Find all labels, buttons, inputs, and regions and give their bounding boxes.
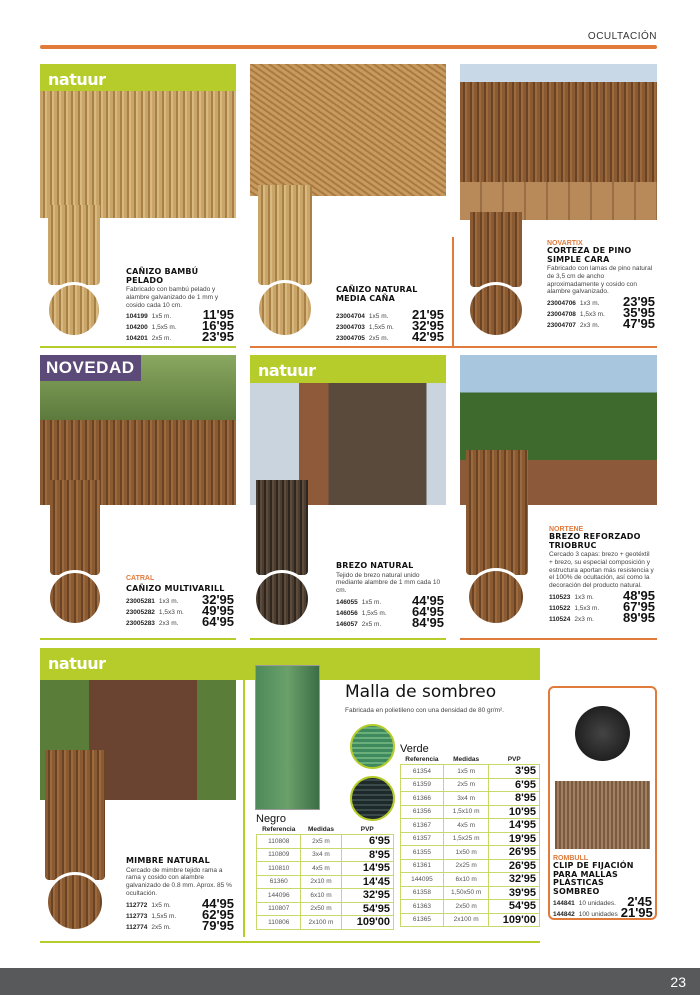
ref-cell: 110809 bbox=[257, 848, 301, 862]
product-mimbre-natural bbox=[126, 857, 234, 931]
size: 1,5x3 m. bbox=[574, 604, 600, 612]
medidas-cell: 6x10 m bbox=[443, 873, 489, 887]
pvp-cell: 32'95 bbox=[341, 889, 393, 903]
ref: 23004704 bbox=[336, 313, 365, 320]
roll-end-image bbox=[256, 280, 314, 338]
price: 84'95 bbox=[411, 614, 444, 630]
malla-title: Malla de sombreo bbox=[345, 682, 497, 702]
price: 47'95 bbox=[622, 316, 655, 332]
ref-cell: 61363 bbox=[401, 900, 444, 914]
pvp-cell: 26'95 bbox=[489, 859, 540, 873]
ref: 23004705 bbox=[336, 335, 365, 342]
ref-cell: 61358 bbox=[401, 886, 444, 900]
roll-image bbox=[48, 205, 100, 285]
natuur-logo: natuur bbox=[40, 648, 540, 680]
ref-cell: 61357 bbox=[401, 832, 444, 846]
ref: 146057 bbox=[336, 620, 358, 628]
medidas-cell: 2x50 m bbox=[301, 902, 341, 916]
ref-cell: 110807 bbox=[257, 902, 301, 916]
clip-mesh-image bbox=[555, 781, 650, 849]
ref-cell: 110810 bbox=[257, 862, 301, 876]
roll-image bbox=[50, 480, 100, 575]
size: 1,5x5 m. bbox=[151, 912, 177, 920]
price: 23'95 bbox=[622, 294, 655, 310]
price: 23'95 bbox=[201, 329, 234, 345]
price: 42'95 bbox=[411, 329, 444, 344]
table-row bbox=[401, 859, 540, 873]
ref-cell: 61366 bbox=[401, 792, 444, 806]
size: 1,5x5 m. bbox=[368, 324, 394, 331]
price: 64'95 bbox=[411, 603, 444, 619]
price: 32'95 bbox=[411, 318, 444, 333]
divider bbox=[460, 638, 657, 640]
table-row bbox=[257, 875, 394, 889]
product-title: BREZO NATURAL bbox=[336, 561, 414, 570]
ref-cell: 61365 bbox=[401, 913, 444, 927]
pvp-cell: 26'95 bbox=[489, 846, 540, 860]
ref-cell: 61355 bbox=[401, 846, 444, 860]
pvp-cell: 19'95 bbox=[489, 832, 540, 846]
pvp-cell: 39'95 bbox=[489, 886, 540, 900]
table-row bbox=[401, 873, 540, 887]
product-title: CLIP DE FIJACIÓN PARA MALLAS PLÁSTICAS SOMBREO bbox=[553, 861, 634, 896]
clip-image bbox=[575, 706, 630, 761]
ref-cell: 61367 bbox=[401, 819, 444, 833]
product-cañizo-multivarill bbox=[126, 575, 234, 627]
size: 2x5 m. bbox=[151, 923, 171, 931]
medidas-cell: 1x5 m bbox=[443, 765, 489, 779]
table-row bbox=[401, 846, 540, 860]
product-cañizo-media-caña bbox=[336, 286, 444, 342]
roll-image bbox=[470, 212, 522, 287]
ref-cell: 61359 bbox=[401, 778, 444, 792]
pvp-cell: 54'95 bbox=[341, 902, 393, 916]
divider bbox=[40, 638, 236, 640]
ref: 110524 bbox=[549, 615, 571, 623]
product-title: CAÑIZO BAMBÚ PELADO bbox=[126, 267, 199, 285]
sky bbox=[460, 64, 657, 82]
verde-table-block bbox=[400, 743, 540, 927]
table-row bbox=[257, 835, 394, 849]
pvp-cell: 109'00 bbox=[341, 916, 393, 930]
price: 16'95 bbox=[201, 318, 234, 334]
product-image bbox=[250, 64, 446, 196]
pvp-cell: 10'95 bbox=[489, 805, 540, 819]
col-medidas: Medidas bbox=[307, 826, 334, 833]
size: 1x3 m. bbox=[158, 597, 179, 605]
product-title: CORTEZA DE PINO SIMPLE CARA bbox=[547, 246, 632, 264]
price: 48'95 bbox=[622, 587, 655, 603]
medidas-cell: 2x25 m bbox=[443, 859, 489, 873]
price: 62'95 bbox=[201, 906, 234, 922]
size: 10 unidades. bbox=[578, 900, 616, 907]
price: 32'95 bbox=[201, 591, 234, 607]
section-title: OCULTACIÓN bbox=[587, 31, 657, 42]
table-row bbox=[257, 902, 394, 916]
pvp-cell: 8'95 bbox=[489, 792, 540, 806]
col-medidas: Medidas bbox=[453, 756, 480, 763]
table-row bbox=[401, 805, 540, 819]
negro-label: Negro bbox=[256, 813, 286, 825]
price: 21'95 bbox=[620, 905, 653, 920]
divider bbox=[452, 237, 454, 347]
col-pvp: PVP bbox=[507, 756, 521, 763]
size: 1x5 m. bbox=[151, 901, 171, 909]
size: 2x5 m. bbox=[361, 620, 382, 628]
medidas-cell: 1,5x10 m bbox=[443, 805, 489, 819]
size: 1x5 m. bbox=[361, 598, 382, 606]
product-title: BREZO REFORZADO TRIOBRUC bbox=[549, 532, 641, 550]
roll-image bbox=[45, 750, 105, 880]
price: 35'95 bbox=[622, 305, 655, 321]
ref: 104199 bbox=[126, 313, 148, 321]
ref-cell: 144096 bbox=[257, 889, 301, 903]
ref: 144842 bbox=[553, 911, 575, 918]
malla-product-image bbox=[255, 665, 320, 810]
footer-bar bbox=[0, 968, 700, 995]
pvp-cell: 32'95 bbox=[489, 873, 540, 887]
roll-end-image bbox=[466, 568, 526, 626]
product-desc: Fabricado con lamas de pino natural de 3,5 cm de ancho aproximadamente y cosido con alambre galvanizado. bbox=[547, 265, 653, 296]
size: 100 unidades bbox=[578, 911, 618, 918]
size: 1,5x5 m. bbox=[361, 609, 387, 617]
roll-end-image bbox=[45, 872, 105, 932]
medidas-cell: 6x10 m bbox=[301, 889, 341, 903]
medidas-cell: 1x50 m bbox=[443, 846, 489, 860]
pvp-cell: 14'45 bbox=[341, 875, 393, 889]
roll-image bbox=[466, 450, 528, 575]
ref: 23004703 bbox=[336, 324, 365, 331]
roll-end-image bbox=[46, 282, 102, 338]
price-list bbox=[126, 307, 234, 345]
table-row bbox=[401, 778, 540, 792]
table-row bbox=[401, 913, 540, 927]
ref: 110523 bbox=[549, 593, 571, 601]
ref: 112773 bbox=[126, 912, 148, 920]
roll-end-image bbox=[47, 570, 103, 626]
size: 2x3 m. bbox=[574, 615, 594, 623]
medidas-cell: 2x5 m bbox=[301, 835, 341, 849]
col-ref: Referencia bbox=[262, 826, 296, 833]
size: 2x3 m. bbox=[579, 322, 600, 330]
price: 79'95 bbox=[201, 917, 234, 933]
page-number: 23 bbox=[670, 974, 686, 990]
natuur-logo: natuur bbox=[40, 64, 236, 91]
product-title: CAÑIZO MULTIVARILL bbox=[126, 584, 225, 593]
size: 1x3 m. bbox=[579, 300, 600, 308]
size: 1,5x3 m. bbox=[579, 311, 605, 319]
price: 64'95 bbox=[201, 613, 234, 629]
divider bbox=[243, 665, 245, 937]
table-row bbox=[401, 900, 540, 914]
medidas-cell: 1,50x50 m bbox=[443, 886, 489, 900]
price: 49'95 bbox=[201, 602, 234, 618]
verde-label: Verde bbox=[400, 743, 429, 755]
size: 1,5x5 m. bbox=[151, 324, 177, 332]
verde-table bbox=[400, 755, 540, 927]
medidas-cell: 2x100 m bbox=[443, 913, 489, 927]
price: 21'95 bbox=[411, 307, 444, 322]
ref-cell: 110806 bbox=[257, 916, 301, 930]
natuur-logo: natuur bbox=[250, 355, 446, 383]
ref: 23004706 bbox=[547, 300, 576, 308]
ref: 112774 bbox=[126, 923, 148, 931]
size: 1x3 m. bbox=[574, 593, 594, 601]
roll-image bbox=[256, 480, 308, 575]
product-cañizo-bambu bbox=[126, 267, 234, 345]
pvp-cell: 109'00 bbox=[489, 913, 540, 927]
table-row bbox=[401, 819, 540, 833]
size: 2x3 m. bbox=[158, 619, 179, 627]
table-row bbox=[401, 832, 540, 846]
product-brezo-reforzado bbox=[549, 526, 655, 623]
col-ref: Referencia bbox=[405, 756, 439, 763]
medidas-cell: 4x5 m bbox=[443, 819, 489, 833]
medidas-cell: 2x100 m bbox=[301, 916, 341, 930]
pvp-cell: 8'95 bbox=[341, 848, 393, 862]
pvp-cell: 54'95 bbox=[489, 900, 540, 914]
ref: 104200 bbox=[126, 324, 148, 332]
product-desc: Fabricado con bambú pelado y alambre galvanizado de 1 mm y cosido cada 10 cm. bbox=[126, 286, 219, 309]
clip-card bbox=[548, 686, 657, 920]
ref: 23004708 bbox=[547, 311, 576, 319]
table-row bbox=[257, 862, 394, 876]
divider bbox=[40, 346, 236, 348]
ref-cell: 110808 bbox=[257, 835, 301, 849]
size: 2x5 m. bbox=[368, 335, 389, 342]
ref: 23005281 bbox=[126, 597, 155, 605]
product-image bbox=[40, 91, 236, 218]
product-brezo-natural bbox=[336, 562, 444, 628]
ref-cell: 61360 bbox=[257, 875, 301, 889]
price: 44'95 bbox=[411, 592, 444, 608]
size: 1x5 m. bbox=[368, 313, 389, 320]
table-row bbox=[257, 848, 394, 862]
pvp-cell: 3'95 bbox=[489, 765, 540, 779]
product-corteza-pino bbox=[547, 240, 655, 332]
ref: 146056 bbox=[336, 609, 358, 617]
size: 1x5 m. bbox=[151, 313, 172, 321]
ref-cell: 61354 bbox=[401, 765, 444, 779]
product-title: MIMBRE NATURAL bbox=[126, 856, 210, 865]
product-title: CAÑIZO NATURAL MEDIA CAÑA bbox=[336, 285, 418, 303]
table-row bbox=[401, 886, 540, 900]
product-desc: Cercado de mimbre tejido rama a rama y cosido con alambre galvanizado de 0.8 mm. Aprox. 85 % ocultación. bbox=[126, 866, 232, 897]
ref: 23004707 bbox=[547, 322, 576, 330]
malla-desc: Fabricada en polietileno con una densidad de 80 gr/m². bbox=[345, 707, 504, 714]
novedad-badge: NOVEDAD bbox=[40, 355, 141, 381]
col-pvp: PVP bbox=[360, 826, 374, 833]
brand: ROMBULL bbox=[553, 855, 588, 862]
negro-table-block bbox=[256, 813, 394, 930]
pvp-cell: 6'95 bbox=[341, 835, 393, 849]
table-row bbox=[401, 792, 540, 806]
table-row bbox=[401, 765, 540, 779]
ref: 104201 bbox=[126, 335, 148, 343]
ref: 144841 bbox=[553, 900, 575, 907]
size: 2x5 m. bbox=[151, 335, 172, 343]
roll-end-image bbox=[253, 570, 311, 628]
price: 2'45 bbox=[627, 894, 652, 909]
ref: 23005283 bbox=[126, 619, 155, 627]
medidas-cell: 2x50 m bbox=[443, 900, 489, 914]
divider bbox=[250, 638, 446, 640]
divider bbox=[40, 941, 540, 943]
brand: CATRAL bbox=[126, 575, 155, 582]
ref: 23005282 bbox=[126, 608, 155, 616]
table-row bbox=[257, 889, 394, 903]
price: 89'95 bbox=[622, 609, 655, 625]
medidas-cell: 2x10 m bbox=[301, 875, 341, 889]
pvp-cell: 14'95 bbox=[341, 862, 393, 876]
price: 11'95 bbox=[202, 307, 234, 323]
verde-swatch bbox=[350, 724, 395, 769]
medidas-cell: 2x5 m bbox=[443, 778, 489, 792]
header-rule bbox=[40, 45, 657, 49]
ref-cell: 61361 bbox=[401, 859, 444, 873]
brand: NORTENE bbox=[549, 526, 584, 533]
medidas-cell: 3x4 m bbox=[443, 792, 489, 806]
ref-cell: 61356 bbox=[401, 805, 444, 819]
brand: NOVARTIX bbox=[547, 240, 583, 247]
ref: 110522 bbox=[549, 604, 571, 612]
ref: 112772 bbox=[126, 901, 148, 909]
divider bbox=[250, 346, 657, 348]
size: 1,5x3 m. bbox=[158, 608, 184, 616]
product-desc: Cercado 3 capas: brezo + geotéxtil + brezo, su especial composición y estructura aportan más resistencia y el 100% de ocultación, así como la decoración del producto natural. bbox=[549, 551, 654, 590]
price: 67'95 bbox=[622, 598, 655, 614]
price: 44'95 bbox=[201, 895, 234, 911]
table-row bbox=[257, 916, 394, 930]
roll-end-image bbox=[467, 282, 525, 338]
product-image bbox=[460, 82, 657, 182]
medidas-cell: 3x4 m bbox=[301, 848, 341, 862]
product-desc: Tejido de brezo natural unido mediante alambre de 1 mm cada 10 cm. bbox=[336, 571, 441, 595]
negro-table bbox=[256, 825, 394, 930]
roll-image bbox=[258, 185, 312, 285]
ref-cell: 144095 bbox=[401, 873, 444, 887]
ref: 146055 bbox=[336, 598, 358, 606]
pvp-cell: 14'95 bbox=[489, 819, 540, 833]
medidas-cell: 1,5x25 m bbox=[443, 832, 489, 846]
pvp-cell: 6'95 bbox=[489, 778, 540, 792]
medidas-cell: 4x5 m bbox=[301, 862, 341, 876]
